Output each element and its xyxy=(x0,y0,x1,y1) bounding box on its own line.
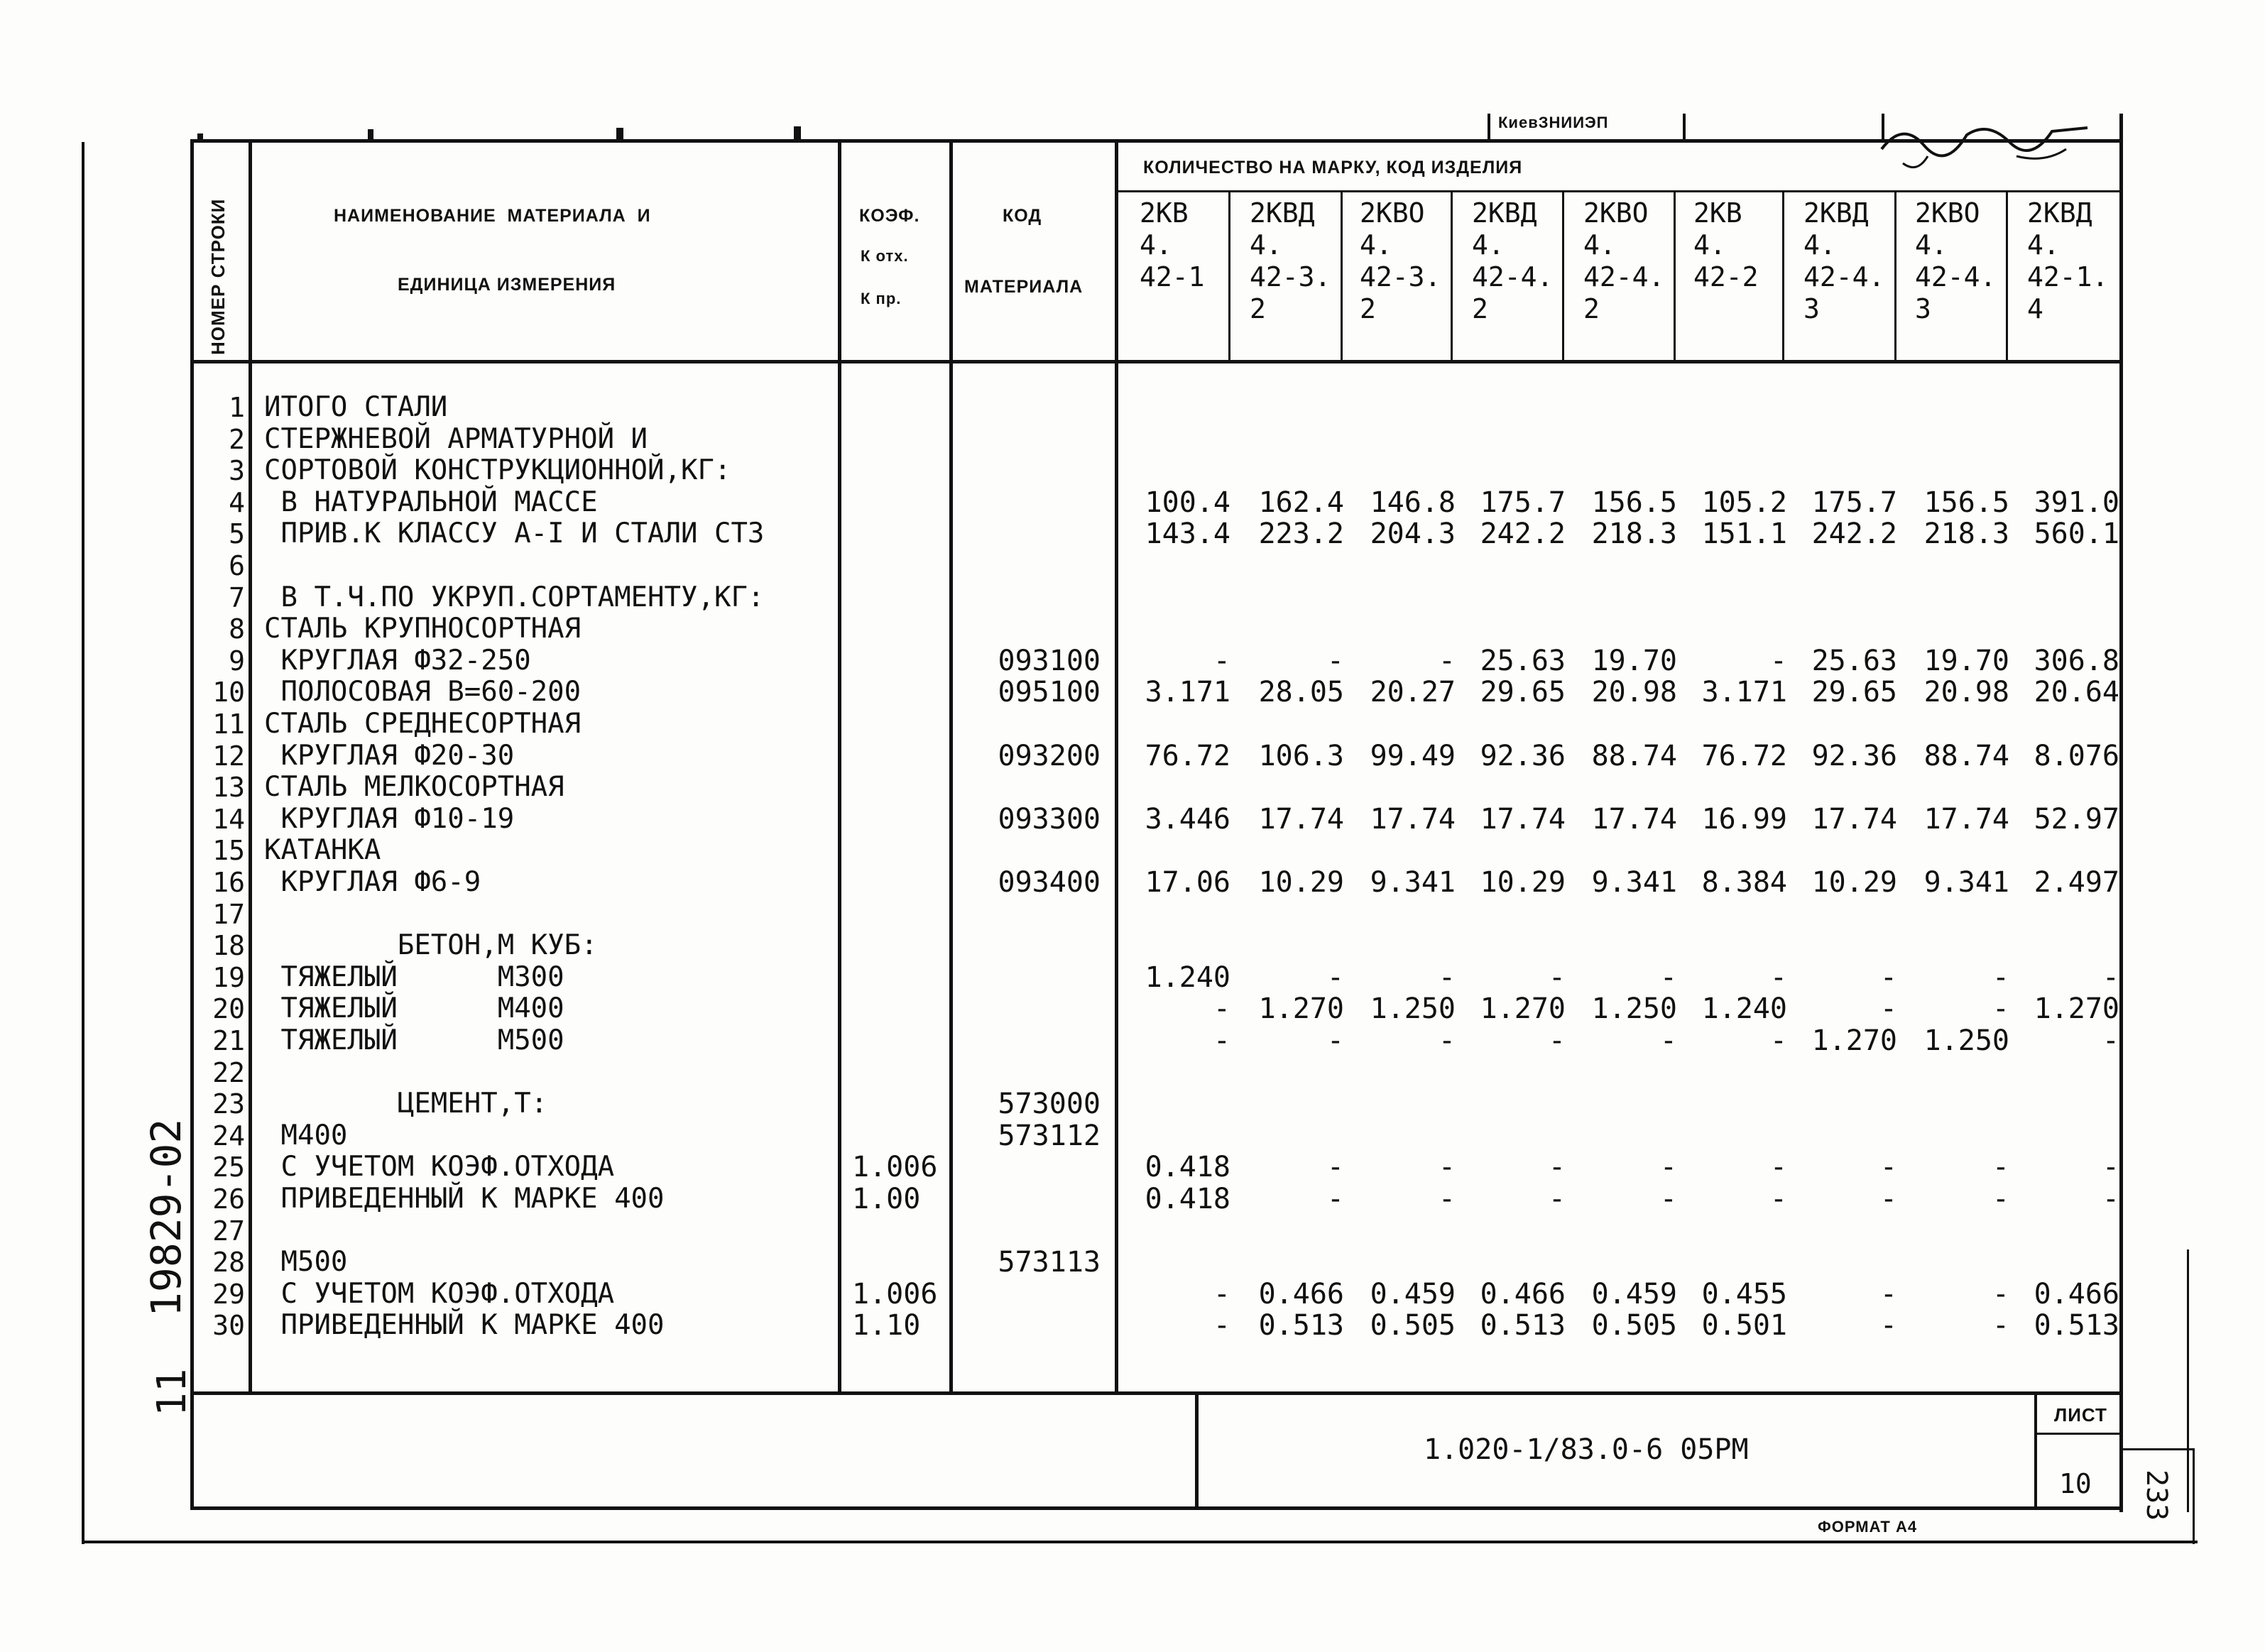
column-header-8-line3: 42-4. xyxy=(1915,261,1997,292)
row-value-col9: - xyxy=(2102,1024,2119,1057)
row-value-col5: 20.98 xyxy=(1591,676,1677,709)
row-koef: 1.006 xyxy=(852,1277,938,1311)
row-value-col5: - xyxy=(1659,1024,1677,1057)
sheet-box-left xyxy=(2034,1393,2037,1508)
row-value-col8: - xyxy=(1992,992,2009,1026)
column-header-1-line1: 2КВ xyxy=(1140,197,1189,229)
row-number: 13 xyxy=(212,772,245,804)
row-material-name: М400 xyxy=(264,1119,348,1152)
column-header-2-line3: 42-3. xyxy=(1250,261,1331,292)
row-value-col3: 1.250 xyxy=(1370,992,1456,1026)
row-number-label: НОМЕР СТРОКИ xyxy=(207,198,229,355)
table-bottom-line xyxy=(190,1391,2122,1395)
row-value-col8: - xyxy=(1992,1151,2009,1184)
row-value-col7: - xyxy=(1879,961,1897,994)
row-material-name: С УЧЕТОМ КОЭФ.ОТХОДА xyxy=(264,1277,615,1310)
row-number: 1 xyxy=(229,392,245,423)
sheet-number: 10 xyxy=(2059,1468,2092,1499)
row-number: 26 xyxy=(212,1183,245,1215)
row-value-col4: 10.29 xyxy=(1480,866,1566,899)
row-value-col4: 29.65 xyxy=(1480,676,1566,709)
row-koef: 1.00 xyxy=(852,1183,921,1215)
row-number: 16 xyxy=(212,867,245,898)
row-number: 28 xyxy=(212,1247,245,1279)
qty-col-line xyxy=(1674,192,1676,362)
row-value-col1: 0.418 xyxy=(1145,1151,1230,1184)
code-label-line2: МАТЕРИАЛА xyxy=(964,277,1084,297)
row-value-col2: 1.270 xyxy=(1258,992,1344,1026)
qty-col-line xyxy=(1341,192,1343,362)
row-value-col8: 9.341 xyxy=(1923,866,2009,899)
row-material-name: КРУГЛАЯ Ф10-19 xyxy=(264,802,515,835)
row-value-col9: 1.270 xyxy=(2034,992,2119,1026)
row-value-col4: 92.36 xyxy=(1480,739,1566,772)
row-value-col1: 1.240 xyxy=(1145,961,1230,994)
frame-left-line xyxy=(190,139,194,1509)
row-material-name: СОРТОВОЙ КОНСТРУКЦИОННОЙ,КГ: xyxy=(264,454,731,487)
row-value-col9: 391.0 xyxy=(2034,486,2119,519)
row-material-code: 093400 xyxy=(998,866,1101,899)
row-value-col6: - xyxy=(1769,1183,1787,1215)
row-value-col8: 156.5 xyxy=(1923,486,2009,519)
row-value-col6: - xyxy=(1769,644,1787,677)
stamp-divider xyxy=(1195,1393,1199,1508)
row-material-code: 573112 xyxy=(998,1119,1101,1152)
row-material-code: 573113 xyxy=(998,1246,1101,1279)
row-material-name: КРУГЛАЯ Ф6-9 xyxy=(264,866,481,898)
row-number: 22 xyxy=(212,1056,245,1088)
row-value-col3: - xyxy=(1438,961,1456,994)
row-value-col2: 28.05 xyxy=(1258,676,1344,709)
stamp-tick xyxy=(1683,114,1686,139)
row-value-col7: - xyxy=(1879,992,1897,1026)
row-value-col8: 218.3 xyxy=(1923,518,2009,551)
row-value-col8: 17.74 xyxy=(1923,802,2009,836)
row-value-col6: 0.501 xyxy=(1701,1309,1787,1342)
column-header-2-line2: 4. xyxy=(1250,229,1282,261)
row-number: 6 xyxy=(229,550,245,581)
row-material-name: С УЧЕТОМ КОЭФ.ОТХОДА xyxy=(264,1151,615,1183)
row-value-col5: 218.3 xyxy=(1591,518,1677,551)
row-value-col3: 20.27 xyxy=(1370,676,1456,709)
row-value-col4: 242.2 xyxy=(1480,518,1566,551)
row-value-col9: 306.8 xyxy=(2034,644,2119,677)
inventory-number: 19829-02 xyxy=(142,1118,190,1317)
row-material-name: ТЯЖЕЛЫЙ М400 xyxy=(264,992,564,1025)
row-material-name: СТАЛЬ КРУПНОСОРТНАЯ xyxy=(264,613,582,645)
column-header-4-line1: 2КВД xyxy=(1472,197,1537,229)
signature-scribble xyxy=(1874,106,2102,177)
row-value-col4: 25.63 xyxy=(1480,644,1566,677)
row-value-col1: 0.418 xyxy=(1145,1183,1230,1215)
col-line-code xyxy=(1115,142,1118,1393)
row-material-name: ТЯЖЕЛЫЙ М500 xyxy=(264,1024,564,1056)
row-value-col5: - xyxy=(1659,1183,1677,1215)
column-header-7-line2: 4. xyxy=(1803,229,1836,261)
row-value-col1: 143.4 xyxy=(1145,518,1230,551)
row-material-name: ПРИВЕДЕННЫЙ К МАРКЕ 400 xyxy=(264,1183,665,1215)
row-value-col7: - xyxy=(1879,1183,1897,1215)
column-header-4-line2: 4. xyxy=(1472,229,1505,261)
code-label-line1: КОД xyxy=(1003,206,1042,226)
row-koef: 1.10 xyxy=(852,1309,921,1342)
row-value-col3: 9.341 xyxy=(1370,866,1456,899)
column-header-4-line4: 2 xyxy=(1472,293,1488,324)
row-value-col7: - xyxy=(1879,1309,1897,1342)
row-material-name: СТЕРЖНЕВОЙ АРМАТУРНОЙ И xyxy=(264,422,648,455)
row-value-col9: - xyxy=(2102,1183,2119,1215)
row-material-name: КРУГЛАЯ Ф32-250 xyxy=(264,644,531,677)
row-material-name: В Т.Ч.ПО УКРУП.СОРТАМЕНТУ,КГ: xyxy=(264,581,765,613)
row-material-code: 095100 xyxy=(998,676,1101,709)
row-value-col8: - xyxy=(1992,1183,2009,1215)
row-value-col7: 29.65 xyxy=(1811,676,1897,709)
column-header-5-line1: 2КВО xyxy=(1583,197,1649,229)
row-value-col1: - xyxy=(1213,644,1230,677)
row-value-col3: - xyxy=(1438,1024,1456,1057)
row-number: 27 xyxy=(212,1215,245,1247)
row-value-col9: 2.497 xyxy=(2034,866,2119,899)
row-number: 11 xyxy=(212,709,245,740)
col-line-rownum xyxy=(249,142,252,1393)
row-value-col9: 20.64 xyxy=(2034,676,2119,709)
row-value-col1: 100.4 xyxy=(1145,486,1230,519)
row-value-col6: 105.2 xyxy=(1701,486,1787,519)
right-strip-bottom xyxy=(2123,1448,2194,1450)
row-number: 10 xyxy=(212,677,245,709)
row-value-col3: 146.8 xyxy=(1370,486,1456,519)
row-value-col1: 3.171 xyxy=(1145,676,1230,709)
row-value-col6: 0.455 xyxy=(1701,1277,1787,1311)
row-number: 7 xyxy=(229,581,245,613)
row-value-col6: 3.171 xyxy=(1701,676,1787,709)
row-value-col1: - xyxy=(1213,1277,1230,1311)
row-value-col2: - xyxy=(1326,1024,1344,1057)
column-header-5-line4: 2 xyxy=(1583,293,1600,324)
column-header-8-line1: 2КВО xyxy=(1915,197,1980,229)
row-value-col4: 17.74 xyxy=(1480,802,1566,836)
row-material-name: КРУГЛАЯ Ф20-30 xyxy=(264,739,515,772)
row-value-col5: 17.74 xyxy=(1591,802,1677,836)
quantity-label-line xyxy=(1118,190,2122,192)
row-value-col8: - xyxy=(1992,1309,2009,1342)
format-label: ФОРМАТ А4 xyxy=(1818,1518,1918,1536)
stamp-tick-marks xyxy=(190,126,829,142)
row-value-col7: 17.74 xyxy=(1811,802,1897,836)
row-value-col9: - xyxy=(2102,1151,2119,1184)
row-material-code: 573000 xyxy=(998,1088,1101,1121)
column-header-1-line3: 42-1 xyxy=(1140,261,1205,292)
row-value-col2: - xyxy=(1326,1151,1344,1184)
qty-col-line xyxy=(2006,192,2008,362)
row-value-col2: 223.2 xyxy=(1258,518,1344,551)
row-value-col4: - xyxy=(1548,1151,1566,1184)
qty-col-line xyxy=(1451,192,1453,362)
column-header-7-line1: 2КВД xyxy=(1803,197,1869,229)
row-value-col6: 76.72 xyxy=(1701,739,1787,772)
row-value-col3: - xyxy=(1438,644,1456,677)
column-header-7-line4: 3 xyxy=(1803,293,1820,324)
row-value-col1: 3.446 xyxy=(1145,802,1230,836)
row-value-col4: 175.7 xyxy=(1480,486,1566,519)
row-material-name: СТАЛЬ СРЕДНЕСОРТНАЯ xyxy=(264,708,582,740)
row-value-col1: - xyxy=(1213,1024,1230,1057)
row-value-col5: 88.74 xyxy=(1591,739,1677,772)
row-value-col2: 162.4 xyxy=(1258,486,1344,519)
column-header-2-line1: 2КВД xyxy=(1250,197,1315,229)
row-number: 3 xyxy=(229,455,245,487)
row-value-col2: 0.513 xyxy=(1258,1309,1344,1342)
row-value-col5: 156.5 xyxy=(1591,486,1677,519)
name-label-line2: ЕДИНИЦА ИЗМЕРЕНИЯ xyxy=(398,275,616,295)
row-value-col6: 16.99 xyxy=(1701,802,1787,836)
row-material-name: ПРИВЕДЕННЫЙ К МАРКЕ 400 xyxy=(264,1309,665,1342)
row-value-col4: 0.466 xyxy=(1480,1277,1566,1311)
row-value-col6: 8.384 xyxy=(1701,866,1787,899)
row-value-col2: - xyxy=(1326,961,1344,994)
row-koef: 1.006 xyxy=(852,1151,938,1184)
row-value-col9: 0.513 xyxy=(2034,1309,2119,1342)
row-number: 29 xyxy=(212,1278,245,1310)
right-strip-line xyxy=(2187,1249,2189,1512)
row-material-name: М500 xyxy=(264,1246,348,1279)
row-value-col3: 204.3 xyxy=(1370,518,1456,551)
bottom-outer-line xyxy=(82,1541,2198,1543)
row-value-col9: 52.97 xyxy=(2034,802,2119,836)
column-header-9-line4: 4 xyxy=(2027,293,2043,324)
row-value-col5: 0.505 xyxy=(1591,1309,1677,1342)
sheet-box-mid xyxy=(2034,1433,2119,1435)
row-value-col5: 19.70 xyxy=(1591,644,1677,677)
column-header-9-line2: 4. xyxy=(2027,229,2060,261)
row-number: 18 xyxy=(212,930,245,962)
row-material-code: 093300 xyxy=(998,802,1101,836)
column-header-6-line1: 2КВ xyxy=(1693,197,1742,229)
row-value-col2: - xyxy=(1326,1183,1344,1215)
column-header-4-line3: 42-4. xyxy=(1472,261,1554,292)
row-value-col5: 0.459 xyxy=(1591,1277,1677,1311)
col-line-name xyxy=(838,142,841,1393)
column-header-3-line1: 2КВО xyxy=(1360,197,1425,229)
row-value-col6: - xyxy=(1769,1024,1787,1057)
column-header-2-line4: 2 xyxy=(1250,293,1266,324)
row-material-name: ТЯЖЕЛЫЙ М300 xyxy=(264,961,564,993)
row-value-col8: - xyxy=(1992,961,2009,994)
column-header-6-line2: 4. xyxy=(1693,229,1726,261)
column-header-7-line3: 42-4. xyxy=(1803,261,1885,292)
qty-col-line xyxy=(1894,192,1896,362)
row-value-col4: 1.270 xyxy=(1480,992,1566,1026)
row-value-col5: - xyxy=(1659,961,1677,994)
row-value-col7: 175.7 xyxy=(1811,486,1897,519)
row-value-col3: - xyxy=(1438,1183,1456,1215)
row-number: 17 xyxy=(212,898,245,930)
row-value-col2: 0.466 xyxy=(1258,1277,1344,1311)
column-header-3-line3: 42-3. xyxy=(1360,261,1441,292)
row-material-name: ПРИВ.К КЛАССУ А-I И СТАЛИ СТ3 xyxy=(264,518,765,550)
row-number: 9 xyxy=(229,645,245,677)
row-number: 23 xyxy=(212,1088,245,1120)
column-header-8-line2: 4. xyxy=(1915,229,1948,261)
quantity-label: КОЛИЧЕСТВО НА МАРКУ, КОД ИЗДЕЛИЯ xyxy=(1143,158,1523,177)
header-bottom-line xyxy=(190,360,2122,363)
row-number: 15 xyxy=(212,835,245,867)
row-value-col8: 88.74 xyxy=(1923,739,2009,772)
row-value-col6: - xyxy=(1769,1151,1787,1184)
row-value-col9: - xyxy=(2102,961,2119,994)
row-value-col8: 19.70 xyxy=(1923,644,2009,677)
document-code: 1.020-1/83.0-6 05РМ xyxy=(1424,1433,1749,1466)
column-header-3-line2: 4. xyxy=(1360,229,1392,261)
side-sheet-number: 233 xyxy=(2140,1470,2173,1521)
stamp-org: КиевЗНИИЭП xyxy=(1498,114,1609,131)
qty-col-line xyxy=(1562,192,1564,362)
row-value-col7: 1.270 xyxy=(1811,1024,1897,1057)
row-material-name: БЕТОН,М КУБ: xyxy=(264,929,598,962)
row-value-col3: 99.49 xyxy=(1370,739,1456,772)
col-line-koef xyxy=(949,142,953,1393)
row-number: 24 xyxy=(212,1120,245,1152)
right-strip-outer xyxy=(2193,1448,2195,1544)
row-number: 25 xyxy=(212,1152,245,1183)
row-value-col3: 0.505 xyxy=(1370,1309,1456,1342)
row-material-code: 093200 xyxy=(998,739,1101,772)
row-value-col7: 92.36 xyxy=(1811,739,1897,772)
column-header-5-line3: 42-4. xyxy=(1583,261,1665,292)
row-number: 2 xyxy=(229,423,245,455)
row-value-col8: 20.98 xyxy=(1923,676,2009,709)
row-value-col2: 10.29 xyxy=(1258,866,1344,899)
row-value-col5: 9.341 xyxy=(1591,866,1677,899)
row-number: 5 xyxy=(229,518,245,550)
qty-col-line xyxy=(1782,192,1784,362)
row-value-col2: 17.74 xyxy=(1258,802,1344,836)
koef-label-line2: К отх. xyxy=(861,247,909,265)
row-material-name: ЦЕМЕНТ,Т: xyxy=(264,1088,548,1120)
column-header-3-line4: 2 xyxy=(1360,293,1376,324)
left-margin-line xyxy=(82,142,84,1544)
row-material-name: ПОЛОСОВАЯ В=60-200 xyxy=(264,676,582,709)
row-number: 14 xyxy=(212,803,245,835)
row-value-col4: - xyxy=(1548,1183,1566,1215)
row-number: 19 xyxy=(212,961,245,993)
qty-col-line xyxy=(1228,192,1230,362)
row-number: 8 xyxy=(229,613,245,645)
handwritten-mark: 11 xyxy=(149,1368,195,1416)
row-number: 12 xyxy=(212,740,245,772)
column-header-5-line2: 4. xyxy=(1583,229,1616,261)
row-value-col6: 151.1 xyxy=(1701,518,1787,551)
row-number: 20 xyxy=(212,993,245,1025)
row-value-col9: 8.076 xyxy=(2034,739,2119,772)
row-value-col7: - xyxy=(1879,1277,1897,1311)
row-value-col3: - xyxy=(1438,1151,1456,1184)
row-value-col9: 0.466 xyxy=(2034,1277,2119,1311)
column-header-9-line1: 2КВД xyxy=(2027,197,2092,229)
column-header-1-line2: 4. xyxy=(1140,229,1172,261)
frame-right-line xyxy=(2119,114,2123,1512)
name-label-line1: НАИМЕНОВАНИЕ МАТЕРИАЛА И xyxy=(334,206,651,226)
stamp-tick xyxy=(1488,114,1490,139)
row-value-col4: - xyxy=(1548,1024,1566,1057)
row-material-name: СТАЛЬ МЕЛКОСОРТНАЯ xyxy=(264,771,564,804)
row-value-col1: 17.06 xyxy=(1145,866,1230,899)
row-value-col8: 1.250 xyxy=(1923,1024,2009,1057)
row-material-name: КАТАНКА xyxy=(264,834,381,867)
row-value-col4: - xyxy=(1548,961,1566,994)
row-value-col7: - xyxy=(1879,1151,1897,1184)
row-value-col3: 0.459 xyxy=(1370,1277,1456,1311)
column-header-8-line4: 3 xyxy=(1915,293,1931,324)
row-value-col9: 560.1 xyxy=(2034,518,2119,551)
row-value-col6: 1.240 xyxy=(1701,992,1787,1026)
row-value-col3: 17.74 xyxy=(1370,802,1456,836)
column-header-9-line3: 42-1. xyxy=(2027,261,2109,292)
row-value-col1: - xyxy=(1213,1309,1230,1342)
row-value-col2: 106.3 xyxy=(1258,739,1344,772)
row-value-col5: 1.250 xyxy=(1591,992,1677,1026)
sheet-label: ЛИСТ xyxy=(2054,1404,2107,1426)
row-value-col6: - xyxy=(1769,961,1787,994)
frame-bottom-line xyxy=(190,1506,2122,1510)
row-value-col5: - xyxy=(1659,1151,1677,1184)
row-value-col8: - xyxy=(1992,1277,2009,1311)
row-number: 21 xyxy=(212,1025,245,1056)
koef-label-line3: К пр. xyxy=(861,290,902,307)
row-value-col4: 0.513 xyxy=(1480,1309,1566,1342)
row-material-code: 093100 xyxy=(998,644,1101,677)
row-material-name: ИТОГО СТАЛИ xyxy=(264,391,448,423)
column-header-6-line3: 42-2 xyxy=(1693,261,1759,292)
koef-label-line1: КОЭФ. xyxy=(859,206,920,226)
row-value-col7: 10.29 xyxy=(1811,866,1897,899)
row-value-col7: 25.63 xyxy=(1811,644,1897,677)
row-material-name: В НАТУРАЛЬНОЙ МАССЕ xyxy=(264,486,598,518)
row-value-col1: - xyxy=(1213,992,1230,1026)
row-value-col7: 242.2 xyxy=(1811,518,1897,551)
row-value-col1: 76.72 xyxy=(1145,739,1230,772)
row-number: 30 xyxy=(212,1310,245,1342)
row-number: 4 xyxy=(229,486,245,518)
row-value-col2: - xyxy=(1326,644,1344,677)
